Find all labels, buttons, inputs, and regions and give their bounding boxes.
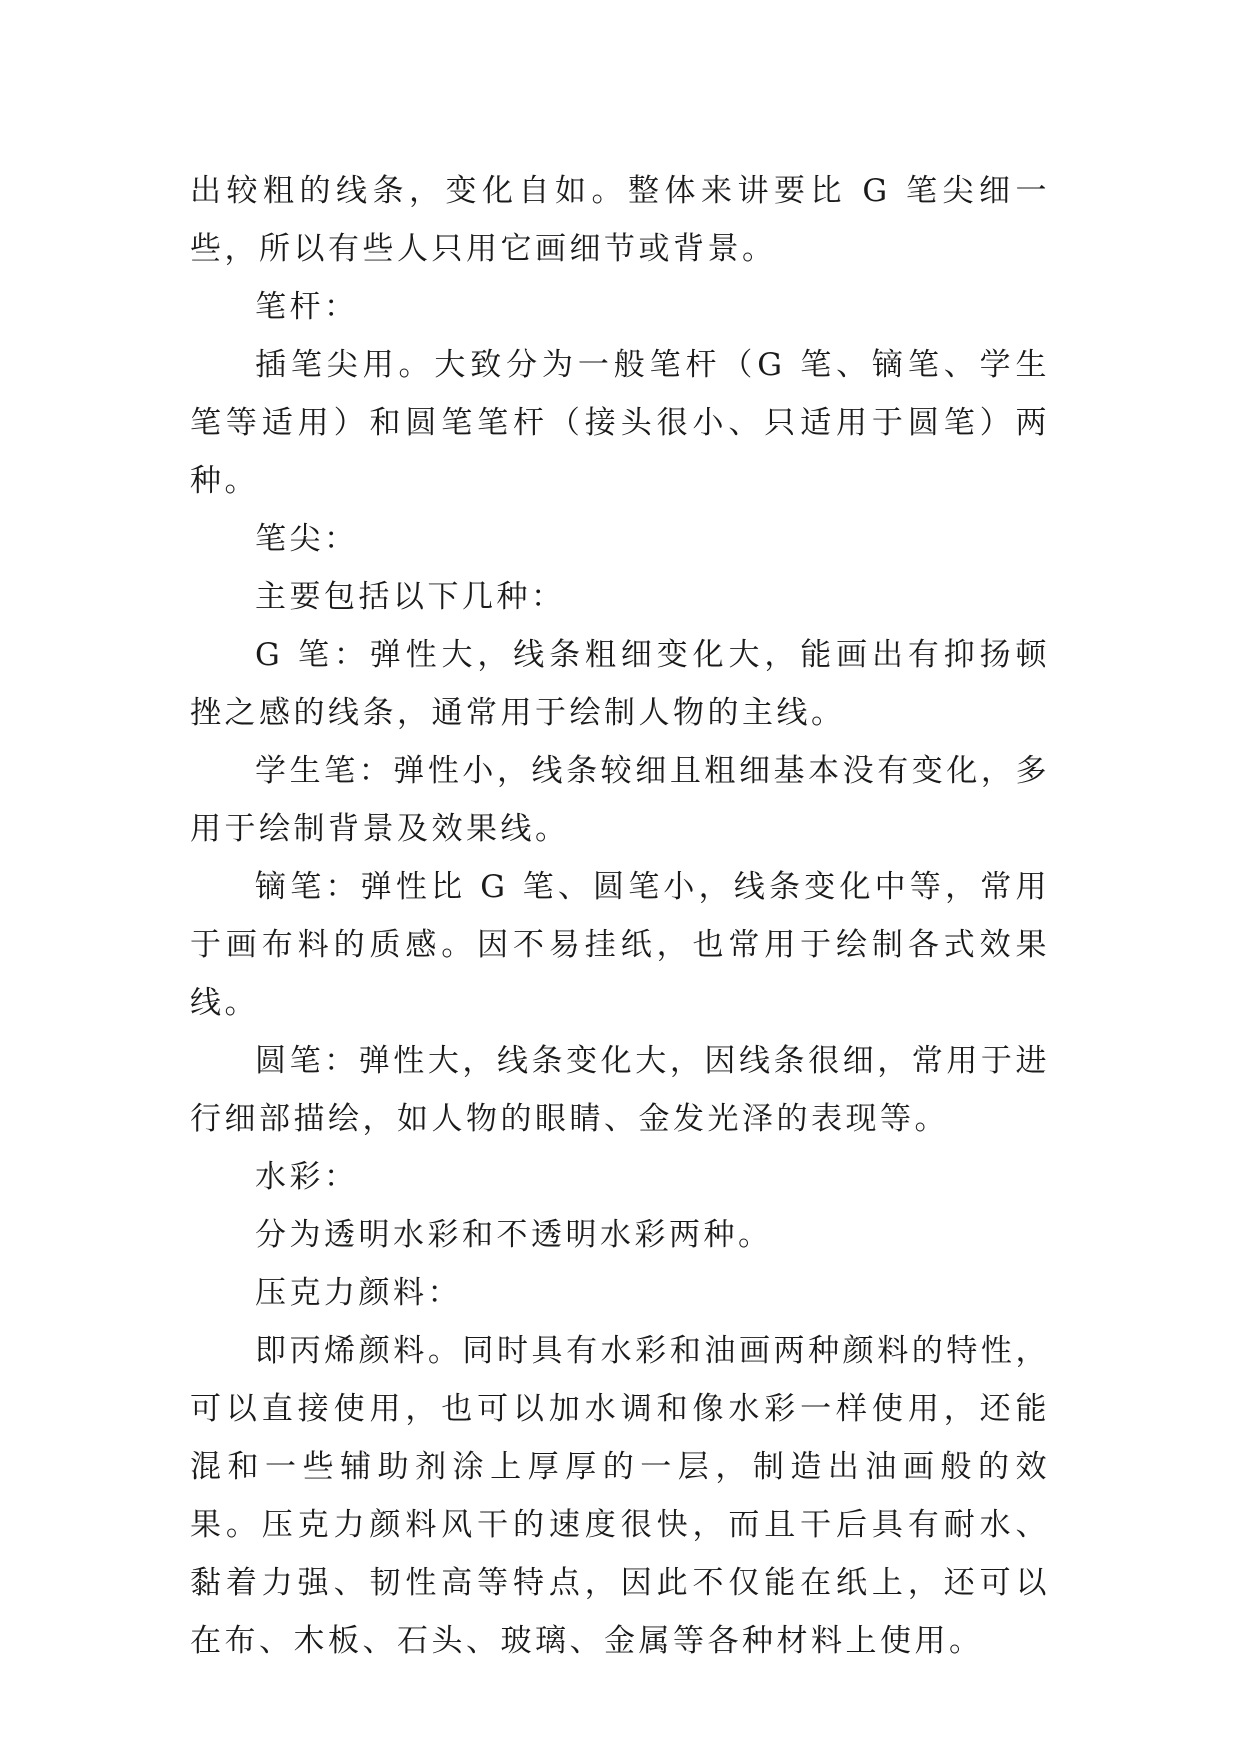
paragraph: 分为透明水彩和不透明水彩两种。 xyxy=(255,1217,773,1253)
section-heading: 水彩： xyxy=(255,1159,359,1195)
section-heading: 压克力颜料： xyxy=(255,1275,462,1311)
paragraph: 插笔尖用。大致分为一般笔杆（G 笔、镝笔、学生笔等适用）和圆笔笔杆（接头很小、只适用于圆笔）两种。 xyxy=(190,347,1050,499)
section-heading: 笔杆： xyxy=(255,289,359,325)
section-heading: 笔尖： xyxy=(255,521,359,557)
paragraph: G 笔：弹性大，线条粗细变化大，能画出有抑扬顿挫之感的线条，通常用于绘制人物的主线。 xyxy=(190,637,1050,731)
paragraph: 即丙烯颜料。同时具有水彩和油画两种颜料的特性，可以直接使用，也可以加水调和像水彩一样使用，还能混和一些辅助剂涂上厚厚的一层，制造出油画般的效果。压克力颜料风干的速度很快，而且干后具有耐水、黏着力强、韧性高等特点，因此不仅能在纸上，还可以在布、木板、石头、玻璃、金属等各种材料上使用。 xyxy=(190,1333,1050,1659)
paragraph: 主要包括以下几种： xyxy=(255,579,566,615)
paragraph: 圆笔：弹性大，线条变化大，因线条很细，常用于进行细部描绘，如人物的眼睛、金发光泽的表现等。 xyxy=(190,1043,1050,1137)
paragraph: 出较粗的线条，变化自如。整体来讲要比 G 笔尖细一些，所以有些人只用它画细节或背景。 xyxy=(190,173,1050,267)
document-body xyxy=(190,162,1050,1670)
paragraph: 学生笔：弹性小，线条较细且粗细基本没有变化，多用于绘制背景及效果线。 xyxy=(190,753,1050,847)
paragraph: 镝笔：弹性比 G 笔、圆笔小，线条变化中等，常用于画布料的质感。因不易挂纸，也常用于绘制各式效果线。 xyxy=(190,869,1050,1021)
